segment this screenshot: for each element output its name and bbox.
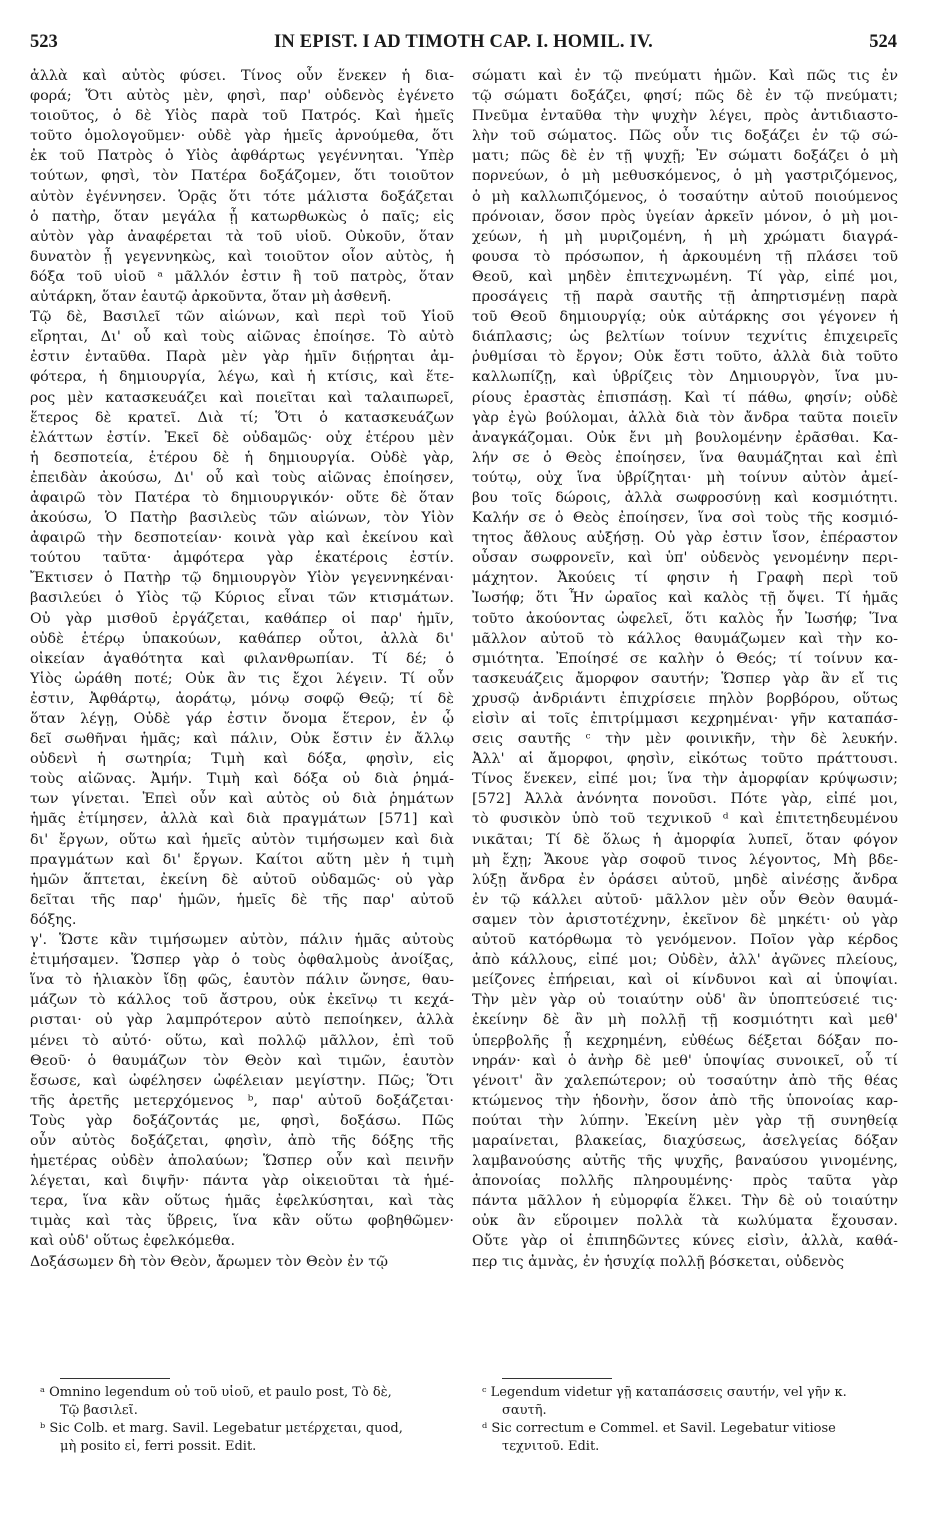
text-line: [572] Ἀλλὰ ἀνόνητα πονοῦσι. Πότε γὰρ, εἰπέ μοι, — [472, 791, 898, 808]
text-line: κτώμενος τὴν ἡδονὴν, ὅσον ἀπὸ τῆς ὑπονοίας καρ- — [472, 1092, 898, 1109]
text-line: ἀφαιρῶ τὸν Πατέρα τὸ δημιουργικόν· οὔτε δὲ ὅταν — [30, 489, 454, 506]
text-line: ἐστιν, Ἀφθάρτῳ, ἀοράτῳ, μόνῳ σοφῷ Θεῷ; τί δὲ — [30, 690, 454, 707]
text-line: τοῦτο ἀκούοντας ὠφελεῖ, ὅτι καλὸς ἦν Ἰωσήφ; Ἵνα — [472, 610, 898, 627]
text-line: Θεοῦ· ὁ θαυμάζων τὸν Θεὸν καὶ τιμῶν, ἑαυτὸν — [30, 1052, 454, 1069]
text-line: Οὔτε γὰρ οἱ ἐπιπηδῶντες κύνες εἰσὶν, ἀλλὰ, καθά- — [472, 1233, 898, 1250]
text-line: εἴρηται, Δι' οὗ καὶ τοὺς αἰῶνας ἐποίησε. Τὸ αὐτὸ — [30, 329, 454, 346]
text-line: γὰρ ἐγὼ βούλομαι, ἀλλὰ διὰ τὸν ἄνδρα ταῦτα ποιεῖν — [472, 409, 898, 426]
text-line: φουσα τὸ πρόσωπον, ἡ ἀρκουμένη τῇ πλάσει τοῦ — [472, 248, 898, 265]
text-line: ὑπερβολῆς ᾖ κεχρημένη, εὐθέως δέξεται δόξαν πο- — [472, 1032, 898, 1049]
footnote-line: ᵃ Omnino legendum οὐ τοῦ υἱοῦ, et paulo post, Τὸ δὲ, — [40, 1385, 392, 1400]
text-line: ἡμῶν ἅπτεται, ἐκείνη δὲ αὐτοῦ οὐδαμῶς· οὐ γὰρ — [30, 871, 454, 888]
text-line: βου τοῖς δώροις, ἀλλὰ σωφροσύνῃ καὶ κοσμιότητι. — [472, 489, 898, 506]
text-line: ἡμετέρας οὐδὲν ἀπολαύων; Ὥσπερ οὖν καὶ πεινῆν — [30, 1153, 454, 1170]
text-line: ἐστιν ἐνταῦθα. Παρὰ μὲν γὰρ ἡμῖν διῄρηται ἀμ- — [30, 349, 454, 366]
text-line: Ἀλλ' αἱ ἄμορφοι, φησὶν, εἰκότως τοῦτο πράττουσι. — [472, 751, 898, 768]
footnotes-right — [482, 1384, 902, 1456]
text-line: των γίνεται. Ἐπεὶ οὖν καὶ αὐτὸς οὐ διὰ ῥημάτων — [30, 791, 454, 808]
text-line: μαραίνεται, βλακείας, διαχύσεως, ἀσελγείας δόξαν — [472, 1132, 898, 1149]
text-line: διάπλασις; ὡς βελτίων τοίνυν τεχνίτις ἐπιχειρεῖς — [472, 329, 898, 346]
text-line: σμιότητα. Ἐποίησέ σε καλὴν ὁ Θεός; τί τοίνυν κα- — [472, 650, 898, 667]
right-text-column — [472, 66, 898, 1272]
text-line: τὸ φυσικὸν ὑπὸ τοῦ τεχνικοῦ ᵈ καὶ ἐπιτετηδευμένου — [472, 811, 898, 828]
text-line: γένοιτ' ἂν χαλεπώτερον; οὐ τοσαύτην ἀπὸ τῆς θέας — [472, 1072, 898, 1089]
text-line: Πνεῦμα ἐνταῦθα τὴν ψυχὴν λέγει, πρὸς ἀντιδιαστο- — [472, 108, 898, 125]
text-line: τούτῳ, οὐχ ἵνα ὑβρίζηται· μὴ τοίνυν αὐτὸν ἀμεί- — [472, 469, 898, 486]
text-line: καλλωπίζῃ, καὶ ὑβρίζεις τὸν Δημιουργὸν, ἵνα μυ- — [472, 369, 898, 386]
text-line: ἐκ τοῦ Πατρὸς ὁ Υἱὸς ἀφθάρτως γεγέννηται. Ὑπὲρ — [30, 148, 454, 165]
text-line: τοῦτο ὁμολογοῦμεν· οὐδὲ γὰρ ἡμεῖς ἀρνούμεθα, ὅτι — [30, 128, 454, 145]
text-line: ἐλάττων ἐστίν. Ἐκεῖ δὲ οὐδαμῶς· οὐχ ἑτέρου μὲν — [30, 429, 454, 446]
text-line: πάντα μᾶλλον ἡ εὐμορφία ἕλκει. Τὴν δὲ οὐ τοιαύτην — [472, 1193, 898, 1210]
text-line: δόξης. — [30, 911, 77, 928]
text-line: περ τις ἀμνὰς, ἐν ἡσυχίᾳ πολλῇ βόσκεται, οὐδενὸς — [472, 1253, 845, 1270]
text-line: τιμὰς καὶ τὰς ὕβρεις, ἵνα κἂν οὕτω φοβηθῶμεν· — [30, 1213, 454, 1230]
text-line: τοιοῦτος, ὁ δὲ Υἱὸς παρὰ τοῦ Πατρός. Καὶ ἡμεῖς — [30, 108, 454, 125]
text-line: ρος μὲν κατασκευάζει καὶ ποιεῖται καὶ ταλαιπωρεῖ, — [30, 389, 454, 406]
text-line: φορά; Ὅτι αὐτὸς μὲν, φησὶ, παρ' οὐδενὸς ἐγένετο — [30, 88, 454, 105]
text-line: δυνατὸν ᾖ γεγεννηκὼς, καὶ τοιοῦτον οἷον αὐτὸς, ἡ — [30, 248, 454, 265]
running-header — [30, 32, 897, 56]
text-line: προσάγεις τῇ παρὰ σαυτῆς τῇ ἀπηρτισμένῃ παρὰ — [472, 289, 898, 306]
text-line: χεύων, ἡ μὴ μυριζομένη, ἡ μὴ χρώματι διαγρά- — [472, 228, 898, 245]
text-line: εἰσὶν αἱ τοῖς ἐπιτρίμμασι κεχρημέναι· γῆν καταπάσ- — [472, 711, 898, 727]
text-line: αὐτὸν ἐγέννησεν. Ὁρᾷς ὅτι τότε μάλιστα δοξάζεται — [30, 188, 454, 205]
text-line: δι' ἔργων, οὕτω καὶ ἡμεῖς αὐτὸν τιμήσωμεν καὶ διὰ — [30, 831, 454, 848]
text-line: λύξῃ ἄνδρα ἐν ὁράσει αὐτοῦ, μηδὲ αἰνέσῃς ἄνδρα — [472, 871, 898, 888]
text-line: Θεοῦ, καὶ μηδὲν ἐπιτεχνωμένη. Τί γὰρ, εἰπέ μοι, — [472, 268, 898, 285]
text-line: ἕτερος δὲ κρατεῖ. Διὰ τί; Ὅτι ὁ κατασκευάζων — [30, 409, 454, 426]
text-line: πορνεύων, ὁ μὴ μεθυσκόμενος, ὁ μὴ γαστριζόμενος, — [472, 168, 898, 185]
text-line: ἵνα τὸ ἡλιακὸν ἴδῃ φῶς, ἑαυτὸν πάλιν ὤνησε, θαυ- — [30, 972, 454, 989]
text-line: ἐπειδὰν ἀκούσω, Δι' οὗ καὶ τοὺς αἰῶνας ἐποίησεν, — [30, 469, 454, 486]
text-line: πρόνοιαν, ὅσον πρὸς ὑγείαν ἀρκεῖν μόνον, ὁ μὴ μοι- — [472, 208, 898, 225]
text-line: οὖσαν σωφρονεῖν, καὶ ὑπ' οὐδενὸς γενομένην περι- — [472, 550, 898, 567]
text-line: ρισται· οὐ γὰρ λαμπρότερον αὐτὸ πεποίηκεν, ἀλλὰ — [30, 1012, 454, 1029]
text-line: ἔσωσε, καὶ ὠφέλησεν ὠφέλειαν μεγίστην. Πῶς; Ὅτι — [30, 1072, 454, 1089]
text-line: ῥυθμίσαι τὸ ἔργον; Οὐκ ἔστι τοῦτο, ἀλλὰ διὰ τοῦτο — [472, 349, 898, 366]
running-title: IN EPIST. I AD TIMOTH CAP. I. HOMIL. IV. — [274, 32, 653, 52]
text-line: ὁ μὴ καλλωπιζόμενος, ὁ τοσαύτην αὐτοῦ ποιούμενος — [472, 188, 898, 205]
text-line: ματι; πῶς δὲ ἐν τῇ ψυχῇ; Ἐν σώματι δοξάζει ὁ μὴ — [472, 148, 898, 165]
text-line: νηράν· καὶ ὁ ἀνὴρ δὲ μεθ' ὑποψίας συνοικεῖ, οὗ τί — [472, 1052, 898, 1069]
left-text-column — [30, 66, 454, 1272]
footnote-rule-left — [60, 1378, 170, 1379]
text-line: Τίνος ἕνεκεν, εἰπέ μοι; ἵνα τὴν ἀμορφίαν κρύψωσιν; — [472, 771, 898, 788]
text-line: ὁ πατὴρ, ὅταν μεγάλα ᾖ κατωρθωκὼς ὁ παῖς; εἰς — [30, 208, 454, 225]
text-line: ἡμᾶς ἐτίμησεν, ἀλλὰ καὶ διὰ πραγμάτων [571] καὶ — [30, 811, 454, 828]
text-line: οἰκείαν ἀγαθότητα καὶ φιλανθρωπίαν. Τί δέ; ὁ — [30, 650, 454, 667]
text-line: βασιλεύει ὁ Υἱὸς τῷ Κύριος εἶναι τῶν κτισμάτων. — [30, 590, 454, 607]
text-line: τοὺς αἰῶνας. Ἀμήν. Τιμὴ καὶ δόξα οὐ διὰ ῥημά- — [30, 771, 454, 788]
text-line: Τὴν μὲν γὰρ οὐ τοιαύτην οὐδ' ἂν ὑποπτεύσειέ τις· — [472, 992, 898, 1009]
text-line: μάχητον. Ἀκούεις τί φησιν ἡ Γραφὴ περὶ τοῦ — [472, 570, 898, 587]
text-line: τῷ σώματι δοξάζει, φησί; πῶς δὲ ἐν τῷ πνεύματι; — [472, 88, 898, 105]
page-number-left: 523 — [30, 32, 58, 52]
text-line: λὴν τοῦ σώματος. Πῶς οὖν τις δοξάζει ἐν τῷ σώ- — [472, 128, 898, 145]
text-line: λήν σε ὁ Θεὸς ἐποίησεν, ἵνα θαυμάζηται καὶ ἐπὶ — [472, 449, 898, 466]
footnote-line: ᵇ Sic Colb. et marg. Savil. Legebatur μετέρχεται, quod, — [40, 1421, 403, 1436]
text-line: ρίους ἐραστὰς ἐπισπάσῃ. Καὶ τί πάθω, φησίν; οὐδὲ — [472, 389, 898, 406]
footnote-line: τεχνιτοῦ. Edit. — [502, 1439, 600, 1454]
text-line: σώματι καὶ ἐν τῷ πνεύματι ἡμῶν. Καὶ πῶς τις ἐν — [472, 68, 898, 84]
text-line: ἀλλὰ καὶ αὐτὸς φύσει. Τίνος οὖν ἕνεκεν ἡ δια- — [30, 68, 454, 84]
text-line: τητος ἄθλους αὐξήσῃ. Οὐ γὰρ ἐστιν ἴσον, ἐπέραστον — [472, 530, 898, 547]
text-line: λαμβανούσης αὐτῆς τῆς ψυχῆς, βαναύσου γινομένης, — [472, 1153, 898, 1170]
footnote-line: ᶜ Legendum videtur γῇ καταπάσσεις σαυτήν, vel γῆν κ. — [482, 1385, 847, 1400]
text-line: οὐδενὶ ἡ σωτηρία; Τιμὴ καὶ δόξα, φησὶν, εἰς — [30, 751, 454, 768]
text-line: οὖν αὐτὸς δοξάζεται, φησὶν, ἀπὸ τῆς δόξης τῆς — [30, 1132, 454, 1149]
text-line: Καλήν σε ὁ Θεὸς ἐποίησεν, ἵνα σοὶ τοὺς τῆς κοσμιό- — [472, 510, 898, 527]
text-line: μάζων τὸ κάλλος τοῦ ἄστρου, οὐκ ἐκεῖνῳ τι κεχά- — [30, 992, 454, 1009]
text-line: Ἔκτισεν ὁ Πατὴρ τῷ δημιουργὸν Υἱὸν γεγεννηκέναι· — [30, 570, 454, 587]
text-line: ὅταν λέγῃ, Οὐδὲ γάρ ἐστιν ὄνομα ἕτερον, ἐν ᾧ — [30, 711, 454, 727]
footnote-line: σαυτῆ. — [502, 1403, 547, 1418]
text-line: πούται τὴν λύπην. Ἐκείνη μὲν γὰρ τῇ συνηθείᾳ — [472, 1112, 898, 1129]
text-line: ἀπονοίας πολλῆς πληρουμένης· πρὸς ταῦτα γὰρ — [472, 1173, 898, 1190]
text-line: Δοξάσωμεν δὴ τὸν Θεὸν, ἄρωμεν τὸν Θεὸν ἐν τῷ — [30, 1253, 388, 1270]
text-line: τερα, ἵνα κἂν οὕτως ἡμᾶς ἐφελκύσηται, καὶ τὰς — [30, 1193, 454, 1210]
text-line: καὶ οὐδ' οὕτως ἐφελκόμεθα. — [30, 1233, 236, 1250]
text-line: δόξα τοῦ υἱοῦ ᵃ μᾶλλόν ἐστιν ἢ τοῦ πατρὸς, ὅταν — [30, 268, 454, 285]
text-line: Ἰωσήφ; ὅτι Ἦν ὡραῖος καὶ καλὸς τῇ ὄψει. Τί ἡμᾶς — [472, 590, 898, 607]
text-line: Τῷ δὲ, Βασιλεῖ τῶν αἰώνων, καὶ περὶ τοῦ Υἱοῦ — [30, 309, 454, 326]
text-line: ἡ δεσποτεία, ἑτέρου δὲ ἡ δημιουργία. Οὐδὲ γὰρ, — [30, 449, 454, 466]
text-line: αὐτάρκη, ὅταν ἑαυτῷ ἀρκοῦντα, ὅταν μὴ ἀσθενῆ. — [30, 289, 392, 306]
text-line: φότερα, ἡ δημιουργία, λέγω, καὶ ἡ κτίσις, καὶ ἕτε- — [30, 369, 454, 386]
text-line: Υἱὸς ὠράθη ποτέ; Οὐκ ἂν τις ἔχοι λέγειν. Τί οὖν — [30, 670, 454, 687]
text-line: ἐκείνην δὲ ἂν μὴ πολλῇ τῇ κοσμιότητι καὶ μεθ' — [472, 1012, 898, 1029]
page-number-right: 524 — [869, 32, 897, 52]
text-line: δεῖ σωθῆναι ἡμᾶς; καὶ πάλιν, Οὐκ ἔστιν ἐν ἄλλῳ — [30, 731, 454, 748]
text-line: γ'. Ὥστε κἂν τιμήσωμεν αὐτὸν, πάλιν ἡμᾶς αὐτοὺς — [30, 932, 454, 949]
footnotes-left — [40, 1384, 460, 1456]
text-line: ἀναγκάζομαι. Οὐκ ἔνι μὴ βουλομένην ἐρᾶσθαι. Κα- — [472, 429, 898, 446]
text-line: ἐτιμήσαμεν. Ὥσπερ γὰρ ὁ τοὺς ὀφθαλμοὺς ἀνοίξας, — [30, 952, 454, 969]
text-line: σαμεν τὸν ἀριστοτέχνην, ἐκεῖνον δὲ μηκέτι· οὐ γὰρ — [472, 911, 898, 928]
text-line: τούτων, φησὶ, τὸν Πατέρα δοξάζομεν, ὅτι τοιοῦτον — [30, 168, 454, 185]
footnote-rule-right — [502, 1378, 612, 1379]
text-line: μὴ ἔχῃ; Ἄκουε γὰρ σοφοῦ τινος λέγοντος, Μὴ βδε- — [472, 851, 898, 868]
text-line: ἀφαιρῶ τὴν δεσποτείαν· κοινὰ γὰρ καὶ ἐκείνου καὶ — [30, 530, 454, 547]
text-line: ἀκούσω, Ὁ Πατὴρ βασιλεὺς τῶν αἰώνων, τὸν Υἱὸν — [30, 510, 454, 527]
text-line: οὐδὲ ἑτέρῳ ὑπακούων, καθάπερ οὗτοι, ἀλλὰ δι' — [30, 630, 454, 647]
text-line: αὐτὸν γὰρ ἀναφέρεται τὰ τοῦ υἱοῦ. Οὐκοῦν, ὅταν — [30, 228, 454, 245]
text-line: ἐν τῷ κάλλει αὐτοῦ· μᾶλλον μὲν οὖν Θεὸν θαυμά- — [472, 891, 898, 908]
text-line: τῆς ἀρετῆς μετερχόμενος ᵇ, παρ' αὐτοῦ δοξάζεται· — [30, 1092, 454, 1109]
text-line: αὐτοῦ κατόρθωμα τὸ γενόμενον. Ποῖον γὰρ κέρδος — [472, 932, 898, 949]
text-line: τοῦ Θεοῦ δημιουργίᾳ; οὐκ αὐτάρκης σοι γέγονεν ἡ — [472, 309, 898, 326]
text-line: δεῖται τῆς παρ' ἡμῶν, ἡμεῖς δὲ τῆς παρ' αὐτοῦ — [30, 891, 454, 908]
text-line: μείζονες ἐπήρειαι, καὶ οἱ κίνδυνοι καὶ αἱ ὑποψίαι. — [472, 972, 898, 989]
text-line: μένει τὸ αὐτό· οὕτω, καὶ πολλῷ μᾶλλον, ἐπὶ τοῦ — [30, 1032, 454, 1049]
footnote-line: Τῷ βασιλεῖ. — [60, 1403, 138, 1418]
text-line: χρυσῷ ἀνδριάντι ἐπιχρίσειε πηλὸν βορβόρου, οὕτως — [472, 690, 898, 707]
text-line: τούτου ταῦτα· ἀμφότερα γὰρ ἑκατέροις ἐστίν. — [30, 550, 454, 567]
text-line: ἀπὸ κάλλους, εἰπέ μοι; Οὐδὲν, ἀλλ' ἀγῶνες πλείους, — [472, 952, 898, 969]
text-line: Οὐ γὰρ μισθοῦ ἐργάζεται, καθάπερ οἱ παρ' ἡμῖν, — [30, 610, 454, 627]
text-line: Τοὺς γὰρ δοξάζοντάς με, φησὶ, δοξάσω. Πῶς — [30, 1112, 454, 1129]
footnote-line: μὴ posito εἰ, ferri possit. Edit. — [60, 1439, 257, 1454]
text-line: λέγεται, καὶ διψῆν· πάντα γὰρ οἰκειοῦται τὰ ἡμέ- — [30, 1173, 454, 1190]
text-line: μᾶλλον αὐτοῦ τὸ κάλλος θαυμάζωμεν καὶ τὴν κο- — [472, 630, 898, 647]
footnote-line: ᵈ Sic correctum e Commel. et Savil. Legebatur vitiose — [482, 1421, 836, 1436]
text-line: νικᾶται; Τί δὲ ὅλως ἡ ἀμορφία λυπεῖ, ὅταν φόγον — [472, 831, 898, 848]
text-line: τασκευάζεις ἄμορφον σαυτήν; Ὥσπερ γὰρ ἂν εἴ τις — [472, 670, 898, 687]
text-line: σεις σαυτῆς ᶜ τὴν μὲν φοινικῆν, τὴν δὲ λευκήν. — [472, 731, 898, 748]
text-line: οὐκ ἂν εὕροιμεν πολλὰ τὰ κωλύματα ἔχουσαν. — [472, 1213, 898, 1230]
text-line: πραγμάτων καὶ δι' ἔργων. Καίτοι αὕτη μὲν ἡ τιμὴ — [30, 851, 454, 868]
